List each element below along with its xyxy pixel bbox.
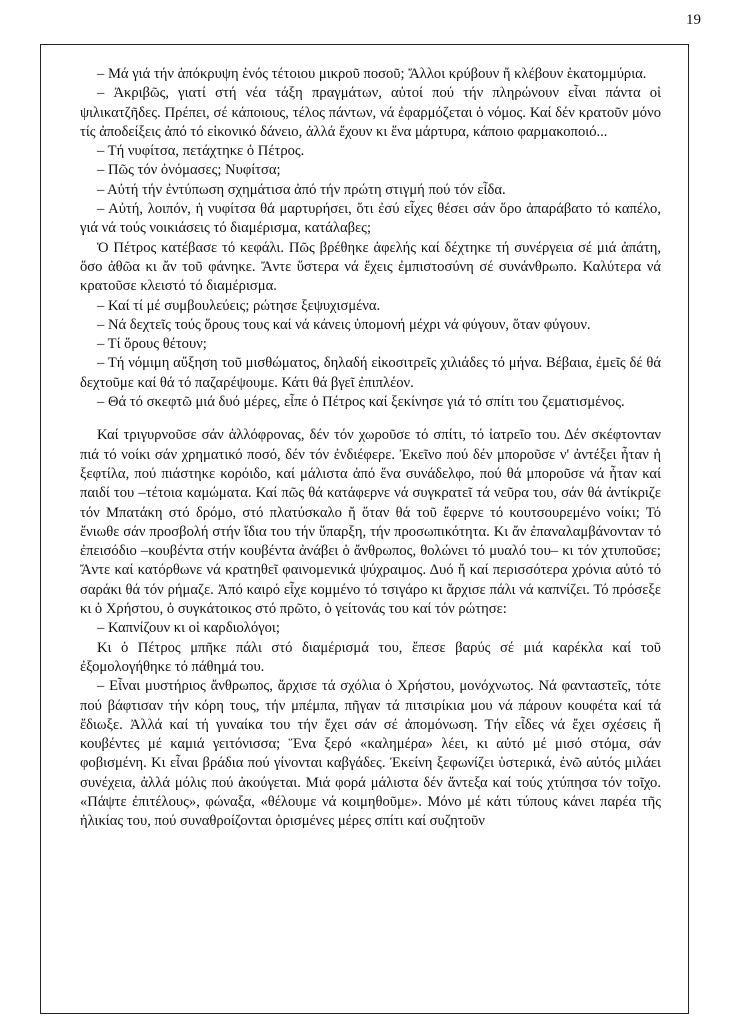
narrative-section	[80, 426, 661, 831]
paragraph: – Πῶς τόν ὀνόμασες; Νυφίτσα;	[97, 162, 281, 179]
paragraph: – Αὐτή τήν ἐντύπωση σχημάτισα ἀπό τήν πρώτη στιγμή πού τόν εἶδα.	[97, 181, 506, 198]
paragraph: Καί τριγυρνοῦσε σάν ἀλλόφρονας, δέν τόν χωροῦσε τό σπίτι, τό ἰατρεῖο του. Δέν σκέφτονταν πιά τό νοίκι σάν χρηματικό ποσό, δέν τόν ἐνδιέφερε. Ἐκεῖνο πού δέν μποροῦσε ν' ἀντέξει ἦταν ἡ ξεφτίλα, πού πιάστηκε κορόιδο, καί μάλιστα ἀπό ἕνα συνάδελφο, πού θά μποροῦσε νά ἦταν καί παιδί του –τέτοια καμώματα. Καί πῶς θά κατάφερνε νά συγκρατεῖ τά νεῦρα του, σάν θά ἀντίκριζε τόν Μπατάκη στό δρόμο, στό πλατύσκαλο ἤ ὅταν θά τοῦ ἔφερνε τό κουτσουρεμένο νοίκι; Τό ἔνιωθε σάν προσβολή στήν ἴδια του τήν ὕπαρξη, τήν προσωπικότητα. Κι ἄν ἐπαναλαμβάνονταν τό ἐπεισόδιο –κουβέντα στήν κουβέντα ἀνάβει ὁ ἄνθρωπος, θολώνει τό μυαλό του– κι τόν χτυποῦσε; Ἄντε καί κατόρθωνε νά κρατηθεῖ φαινομενικά ψύχραιμος. Δυό ἤ καί περισσότερα χρόνια αὐτό τό σαράκι θά τόν ρήμαζε. Ἀπό καιρό εἶχε κομμένο τό τσιγάρο κι ἄρχισε πάλι νά καπνίζει. Τό πρόσεξε κι ὁ Χρήστου, ὁ συγκάτοικος στό πρῶτο, ὁ γείτονάς του καί τόν ρώτησε:	[80, 427, 661, 618]
page-number: 19	[686, 12, 701, 28]
paragraph: – Θά τό σκεφτῶ μιά δυό μέρες, εἶπε ὁ Πέτρος καί ξεκίνησε γιά τό σπίτι του ζεματισμένος.	[97, 394, 625, 411]
paragraph: – Τί ὅρους θέτουν;	[97, 336, 207, 353]
paragraph: – Τή νυφίτσα, πετάχτηκε ὁ Πέτρος.	[97, 143, 305, 160]
paragraph: – Μά γιά τήν ἀπόκρυψη ἑνός τέτοιου μικροῦ ποσοῦ; Ἄλλοι κρύβουν ἤ κλέβουν ἑκατομμύρια.	[97, 66, 647, 82]
paragraph: – Ἀκριβῶς, γιατί στή νέα τάξη πραγμάτων, αὐτοί πού τήν πληρώνουν εἶναι πάντα οἱ ψιλικατζῆδες. Πρέπει, σέ κάποιους, τέλος πάντων, νά ἐφαρμόζεται ὁ νόμος. Καί δέν κρατοῦν μόνο τίς ἀποδείξεις ἀπό τό εἰκονικό δάνειο, ἀλλά ἔχουν κι ἕνα μάρτυρα, κάποιο φαρμακοποιό...	[80, 85, 661, 140]
paragraph: – Εἶναι μυστήριος ἄνθρωπος, ἄρχισε τά σχόλια ὁ Χρήστου, μονόχνωτος. Νά φανταστεῖς, τότε πού βάφτισαν τήν κόρη τους, τήν μπέμπα, πῆγαν τά πιτσιρίκια μου νά πάρουν κουφέτα καί τά ἔδιωξε. Ἀλλά καί τή γυναίκα του τήν ἔχει σάν σέ ἀπομόνωση. Τήν εἶδες νά ἔχει σχέσεις ἤ κουβέντες μέ καμιά γειτόνισσα; Ἕνα ξερό «καλημέρα» λέει, κι αὐτό μέ μισό στόμα, σάν φοβισμένη. Κι εἶναι βράδια πού γίνονται καβγάδες. Ἐκείνη ξεφωνίζει ὑστερικά, ἐνῶ αὐτός μιλάει συνέχεια, ἀλλά μόλις πού ἀκούγεται. Μιά φορά μάλιστα δέν ἄντεξα καί τούς χτύπησα τόν τοῖχο. «Πάψτε ἐπιτέλους», φώναξα, «θέλουμε νά κοιμηθοῦμε». Μόνο μέ κάτι τύπους κάνει παρέα τῆς ἡλικίας του, πού συναθροίζονται ὁρισμένες μέρες σπίτι καί συζητοῦν	[80, 678, 661, 830]
dialogue-section	[80, 65, 661, 412]
paragraph: – Καπνίζουν κι οἱ καρδιολόγοι;	[97, 620, 280, 637]
paragraph: Ὁ Πέτρος κατέβασε τό κεφάλι. Πῶς βρέθηκε ἀφελής καί δέχτηκε τή συνέργεια σέ μιά ἀπάτη, ὅσο ἀθῶα κι ἄν τοῦ φάνηκε. Ἄντε ὕστερα νά ἔχεις ἐμπιστοσύνη σέ συνάνθρωπο. Καλύτερα νά κρατοῦσε κλειστό τό διαμέρισμα.	[80, 239, 661, 295]
paragraph: – Νά δεχτεῖς τούς ὅρους τους καί νά κάνεις ὑπομονή μέχρι νά φύγουν, ὅταν φύγουν.	[97, 316, 591, 333]
paragraph: – Αὐτή, λοιπόν, ἡ νυφίτσα θά μαρτυρήσει, ὅτι ἐσύ εἶχες θέσει σάν ὅρο ἀπαράβατο τό καπέλο, γιά νά τούς νοικιάσεις τό διαμέρισμα, κατάλαβες;	[80, 201, 661, 237]
paragraph: – Τή νόμιμη αὔξηση τοῦ μισθώματος, δηλαδή εἰκοσιτρεῖς χιλιάδες τό μήνα. Βέβαια, ἐμεῖς δέ θά δεχτοῦμε καί θά τό παζαρέψουμε. Κάτι θά βγεῖ ἐπιπλέον.	[80, 355, 661, 391]
paragraph: – Καί τί μέ συμβουλεύεις; ρώτησε ξεψυχισμένα.	[97, 297, 381, 314]
paragraph: Κι ὁ Πέτρος μπῆκε πάλι στό διαμέρισμά του, ἔπεσε βαρύς σέ μιά καρέκλα καί τοῦ ἐξομολογήθηκε τό πάθημά του.	[80, 639, 661, 675]
text-column	[80, 65, 661, 832]
